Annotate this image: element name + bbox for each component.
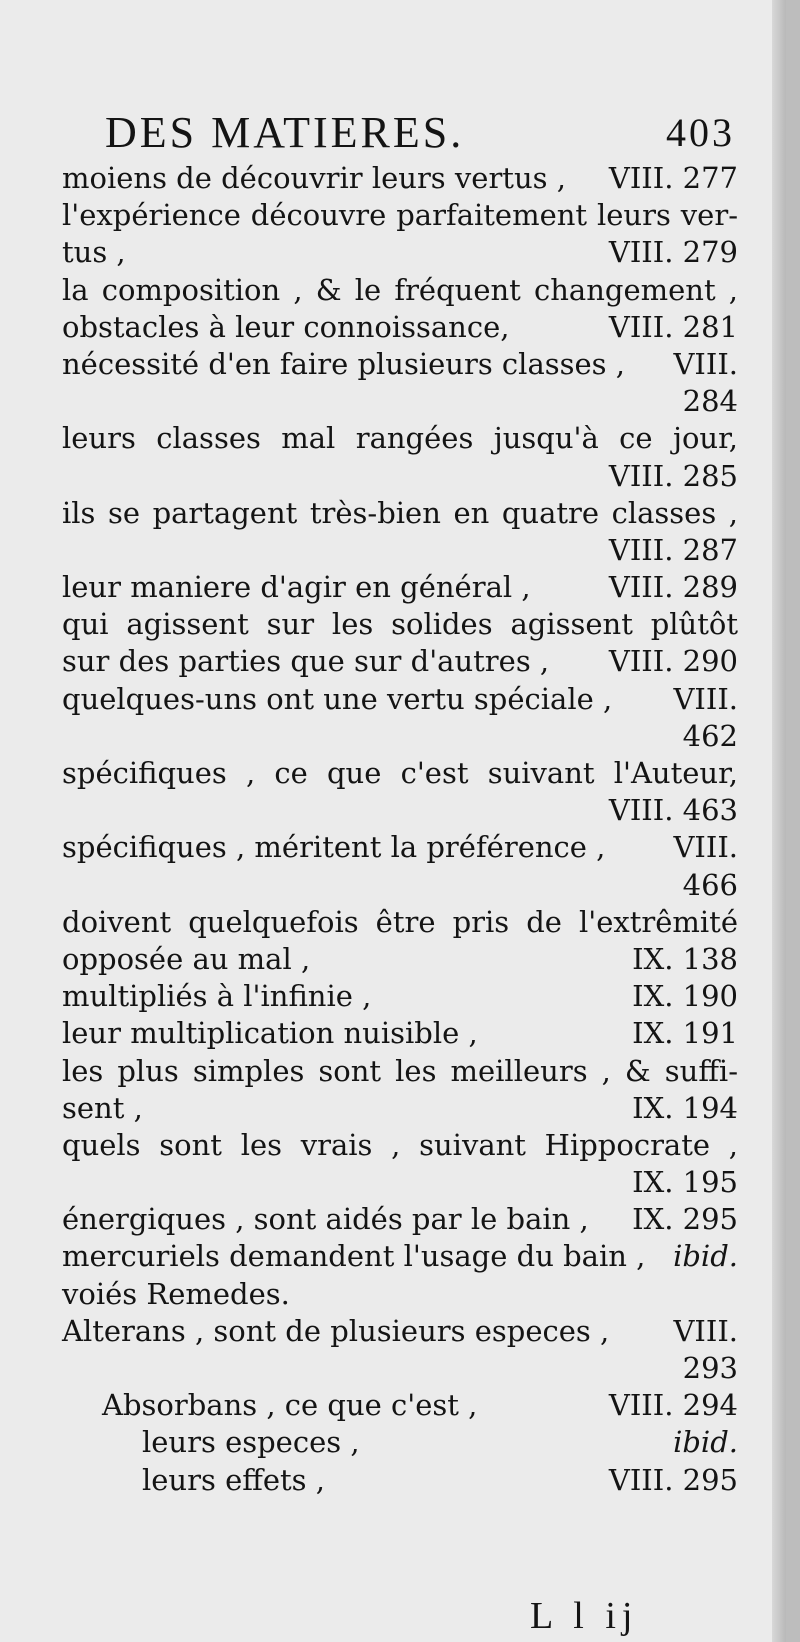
entry-reference: ibid. (673, 1239, 738, 1274)
entry-reference: 462 (682, 718, 738, 753)
entry-reference: IX. 295 (632, 1202, 738, 1237)
entry-reference: 293 (682, 1351, 738, 1385)
entry-reference: ibid. (673, 1425, 738, 1460)
entry-reference: IX. 194 (632, 1090, 738, 1125)
entry-reference: VIII. 285 (608, 458, 738, 493)
entry-reference: IX. 191 (632, 1016, 738, 1051)
entry-text: multipliés à l'infinie , (62, 979, 372, 1014)
index-line (62, 829, 738, 866)
index-line (62, 569, 738, 606)
index-line (62, 1090, 738, 1127)
index-line (62, 234, 738, 271)
entry-reference: IX. 195 (632, 1165, 738, 1200)
entry-reference: VIII. (673, 681, 738, 716)
page-edge-shadow (772, 0, 786, 1642)
entry-reference: VIII. 281 (608, 309, 738, 344)
entry-reference: VIII. (673, 346, 738, 381)
entry-text: opposée au mal , (62, 941, 311, 976)
index-line (62, 532, 738, 569)
entry-reference: VIII. 279 (608, 235, 738, 270)
entry-reference: 284 (682, 384, 738, 419)
entry-text: nécessité d'en faire plusieurs classes , (62, 346, 625, 381)
index-line (62, 1238, 738, 1275)
index-line (62, 1350, 738, 1387)
entry-reference: VIII. (673, 1313, 738, 1348)
entry-text: mercuriels demandent l'usage du bain , (62, 1239, 646, 1274)
entry-text: spécifiques , méritent la préférence , (62, 830, 606, 865)
index-line (62, 1462, 738, 1499)
entry-reference: IX. 190 (632, 979, 738, 1014)
entry-text: spécifiques , ce que c'est suivant l'Auteur, (62, 756, 738, 790)
entry-text: leur multiplication nuisible , (62, 1016, 478, 1051)
index-line (62, 792, 738, 829)
index-line (62, 458, 738, 495)
index-line (62, 309, 738, 346)
header-title: DES MATIERES. (105, 108, 465, 157)
entry-text: quels sont les vrais , suivant Hippocrate , (62, 1127, 738, 1162)
index-line (62, 1387, 738, 1424)
index-line (62, 718, 738, 755)
page-number: 403 (666, 110, 735, 155)
entry-text: leur maniere d'agir en général , (62, 570, 531, 605)
index-line (62, 904, 738, 941)
entry-text: ils se partagent très-bien en quatre classes , (62, 495, 738, 530)
entry-reference: VIII. 289 (608, 570, 738, 605)
entry-text: Alterans , sont de plusieurs especes , (62, 1313, 610, 1348)
entry-text: la composition , & le fréquent changement , (62, 272, 738, 307)
entry-text: les plus simples sont les meilleurs , & suffi- (62, 1053, 738, 1088)
index-line (62, 495, 738, 532)
index-line (62, 1127, 738, 1164)
index-line (62, 346, 738, 383)
index-line (62, 1201, 738, 1238)
entry-text: voiés Remedes. (62, 1276, 290, 1311)
entry-text: quelques-uns ont une vertu spéciale , (62, 681, 613, 716)
index-line (62, 755, 738, 792)
entry-reference: VIII. 295 (608, 1462, 738, 1497)
index-line (62, 1313, 738, 1350)
entry-text: Absorbans , ce que c'est , (102, 1388, 478, 1423)
entry-text: obstacles à leur connoissance, (62, 309, 510, 344)
entry-reference: 466 (682, 867, 738, 902)
entry-reference: VIII. 290 (608, 644, 738, 679)
entry-text: leurs effets , (142, 1462, 325, 1497)
index-line (62, 941, 738, 978)
entry-text: sur des parties que sur d'autres , (62, 644, 550, 679)
index-line (62, 1164, 738, 1201)
index-line (62, 1015, 738, 1052)
entry-reference: VIII. 294 (608, 1388, 738, 1423)
entry-reference: VIII. 277 (608, 161, 738, 195)
index-line (62, 420, 738, 457)
entry-text: tus , (62, 235, 126, 270)
entry-reference: IX. 138 (632, 941, 738, 976)
entry-text: énergiques , sont aidés par le bain , (62, 1202, 589, 1237)
running-header (95, 108, 735, 158)
index-entries (62, 160, 738, 1499)
index-line (62, 160, 738, 197)
index-line (62, 1053, 738, 1090)
entry-text: moiens de découvrir leurs vertus , (62, 161, 566, 195)
entry-reference: VIII. 463 (608, 793, 738, 828)
index-line (62, 606, 738, 643)
signature-mark: L l ij (530, 1595, 639, 1637)
index-line (62, 643, 738, 680)
entry-text: doivent quelquefois être pris de l'extrêmité (62, 904, 738, 939)
index-line (62, 1276, 738, 1313)
entry-text: l'expérience découvre parfaitement leurs ver- (62, 198, 738, 233)
index-line (62, 1424, 738, 1461)
index-line (62, 681, 738, 718)
entry-text: leurs especes , (142, 1425, 360, 1460)
index-line (62, 272, 738, 309)
index-line (62, 197, 738, 234)
entry-reference: VIII. (673, 830, 738, 865)
entry-text: sent , (62, 1090, 143, 1125)
index-line (62, 978, 738, 1015)
entry-reference: VIII. 287 (608, 532, 738, 567)
index-line (62, 383, 738, 420)
entry-text: leurs classes mal rangées jusqu'à ce jour, (62, 421, 738, 456)
index-line (62, 867, 738, 904)
entry-text: qui agissent sur les solides agissent plûtôt (62, 607, 738, 642)
